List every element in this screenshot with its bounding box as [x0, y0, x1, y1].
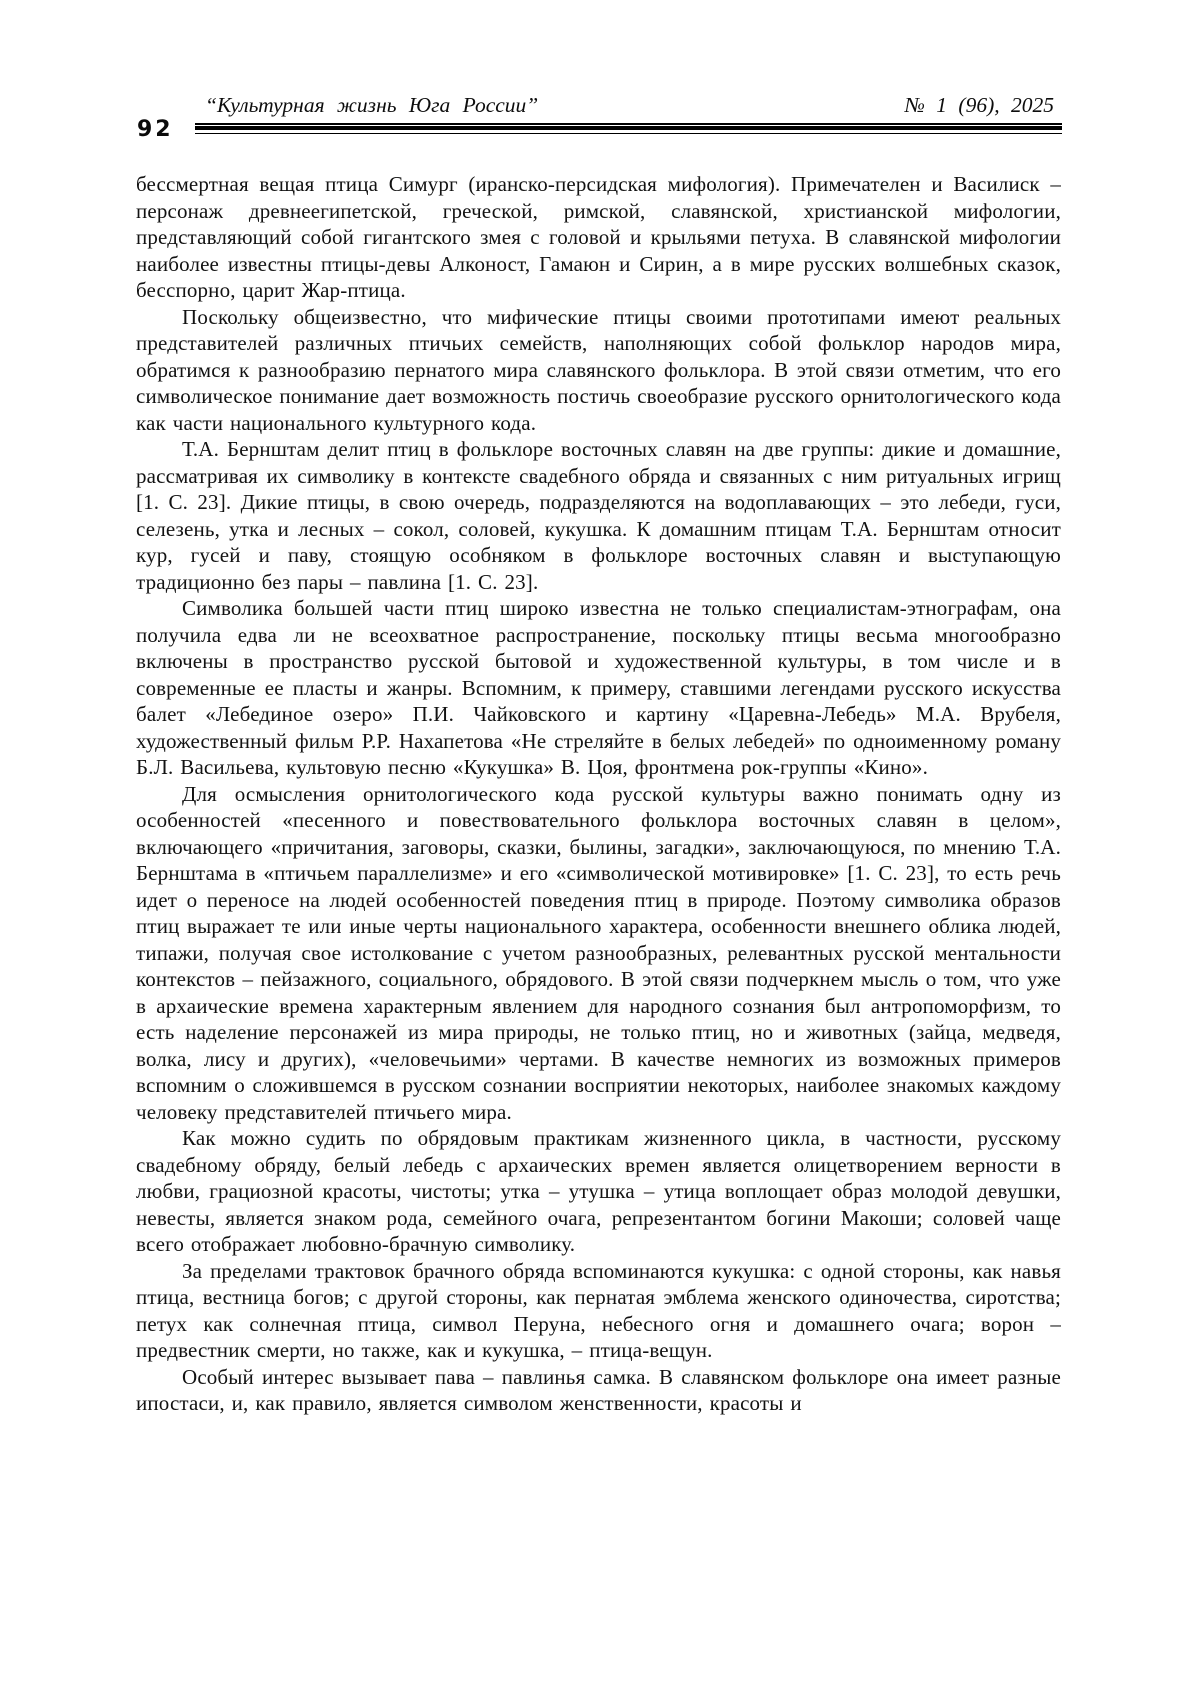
- article-body: [136, 171, 1061, 1417]
- paragraph: Т.А. Бернштам делит птиц в фольклоре восточных славян на две группы: дикие и домашние, рассматривая их символику в контексте свадебного обряда и связанных с ним ритуальных игрищ [1. С. 23]. Дикие птицы, в свою очередь, подразделяются на водоплавающих – это лебеди, гуси, селезень, утка и лесных – сокол, соловей, кукушка. К домашним птицам Т.А. Бернштам относит кур, гусей и паву, стоящую особняком в фольклоре восточных славян и выступающую традиционно без пары – павлина [1. С. 23].: [136, 437, 1061, 594]
- rule-thick-line: [195, 126, 1062, 130]
- rule-thin-bottom-line: [195, 133, 1062, 134]
- paragraph: Символика большей части птиц широко известна не только специалистам-этнографам, она получила едва ли не всеохватное распространение, поскольку птицы весьма многообразно включены в пространство русской бытовой и художественной культуры, в том числе и в современные ее пласты и жанры. Вспомним, к примеру, ставшими легендами русского искусства балет «Лебединое озеро» П.И. Чайковского и картину «Царевна-Лебедь» М.А. Врубеля, художественный фильм Р.Р. Нахапетова «Не стреляйте в белых лебедей» по одноименному роману Б.Л. Васильева, культовую песню «Кукушка» В. Цоя, фронтмена рок-группы «Кино».: [136, 596, 1061, 779]
- paragraph: За пределами трактовок брачного обряда вспоминаются кукушка: с одной стороны, как навья птица, вестница богов; с другой стороны, как пернатая эмблема женского одиночества, сиротства; петух как солнечная птица, символ Перуна, небесного огня и домашнего очага; ворон – предвестник смерти, но также, как и кукушка, – птица-вещун.: [136, 1258, 1061, 1362]
- paragraph: Особый интерес вызывает пава – павлинья самка. В славянском фольклоре она имеет разные ипостаси, и, как правило, является символом женственности, красоты и: [136, 1364, 1061, 1415]
- paragraph: бессмертная вещая птица Симург (иранско-персидская мифология). Примечателен и Василиск – персонаж древнеегипетской, греческой, римской, славянской, христианской мифологии, представляющий собой гигантского змея с головой и крыльями петуха. В славянской мифологии наиболее известны птицы-девы Алконост, Гамаюн и Сирин, а в мире русских волшебных сказок, бесспорно, царит Жар-птица.: [136, 172, 1061, 302]
- paragraph: Как можно судить по обрядовым практикам жизненного цикла, в частности, русскому свадебному обряду, белый лебедь с архаических времен является олицетворением верности в любви, грациозной красоты, чистоты; утка – утушка – утица воплощает образ молодой девушки, невесты, является знаком рода, семейного очага, репрезентантом богини Макоши; соловей чаще всего отображает любовно-брачную символику.: [136, 1126, 1061, 1256]
- journal-title: “Культурная жизнь Юга России”: [205, 93, 539, 117]
- header-rule: [195, 123, 1062, 134]
- page-number: 92: [137, 117, 174, 142]
- paragraph: Поскольку общеизвестно, что мифические птицы своими прототипами имеют реальных представителей различных птичьих семейств, наполняющих собой фольклор народов мира, обратимся к разнообразию пернатого мира славянского фольклора. В этой связи отметим, что его символическое понимание дает возможность постичь своеобразие русского орнитологического кода как части национального культурного кода.: [136, 304, 1061, 435]
- paragraph: Для осмысления орнитологического кода русской культуры важно понимать одну из особенностей «песенного и повествовательного фольклора восточных славян в целом», включающего «причитания, заговоры, сказки, былины, загадки», заключающуюся, по мнению Т.А. Бернштама в «птичьем параллелизме» и его «символической мотивировке» [1. С. 23], то есть речь идет о переносе на людей особенностей поведения птиц в природе. Поэтому символика образов птиц выражает те или иные черты национального характера, особенности внешнего облика людей, типажи, получая свое истолкование с учетом разнообразных, релевантных русской ментальности контекстов – пейзажного, социального, обрядового. В этой связи подчеркнем мысль о том, что уже в архаические времена характерным явлением для народного сознания был антропоморфизм, то есть наделение персонажей из мира природы, не только птиц, но и животных (зайца, медведя, волка, лису и других), «человечьими» чертами. В качестве немногих из возможных примеров вспомним о сложившемся в русском сознании восприятии некоторых, наиболее знакомых каждому человеку представителей птичьего мира.: [136, 781, 1061, 1124]
- issue-label: № 1 (96), 2025: [904, 93, 1054, 117]
- rule-thin-top-line: [195, 123, 1062, 125]
